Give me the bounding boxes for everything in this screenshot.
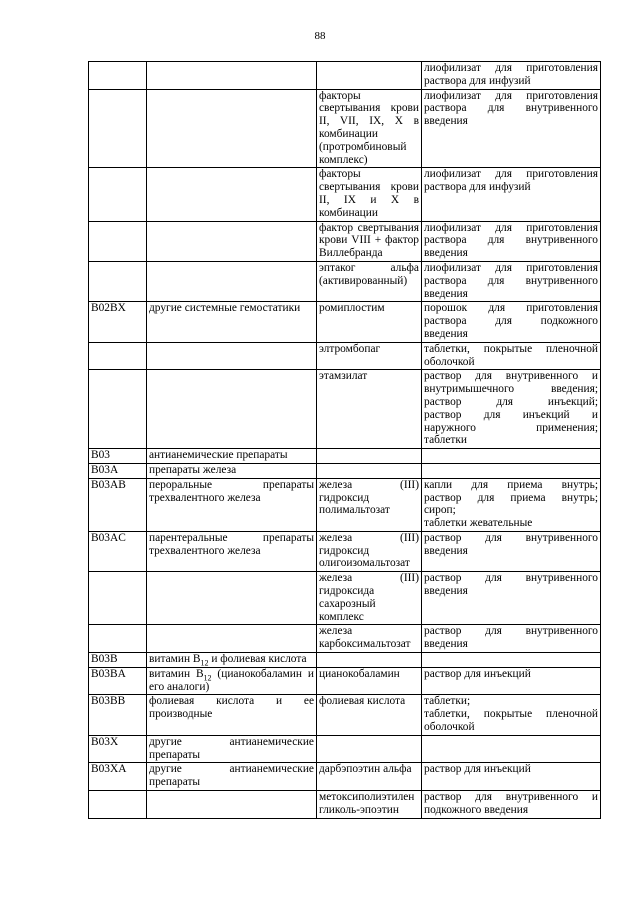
dosage-form-cell (422, 261, 601, 301)
group-cell (147, 62, 317, 90)
cell-line: (активированный) (319, 274, 408, 287)
table-row (89, 370, 601, 449)
cell-line: свертывания крови (319, 102, 419, 115)
atc-code-cell: B03 (89, 449, 147, 464)
cell-line: II, VII, IX, X в (319, 115, 419, 128)
cell-line: капли для приема внутрь; (424, 478, 598, 491)
cell-line: раствора для подкожного (424, 315, 598, 328)
dosage-form-cell (422, 695, 601, 735)
drug-name-cell (317, 653, 422, 668)
table-row (89, 695, 601, 735)
cell-line: порошок для приготовления (424, 302, 598, 315)
cell-line: комплекс (319, 610, 364, 623)
cell-line: введения (424, 638, 468, 651)
cell-line: другие антианемические (149, 763, 314, 776)
atc-code-cell (89, 572, 147, 625)
atc-code-cell (89, 62, 147, 90)
cell-line: препараты (149, 776, 201, 789)
page-number: 88 (314, 30, 326, 42)
cell-line: комбинации (319, 206, 378, 219)
table-row (89, 667, 601, 695)
group-cell (147, 791, 317, 819)
drug-name-cell (317, 261, 422, 301)
drug-name-cell: дарбэпоэтин альфа (317, 763, 422, 791)
cell-line: факторы (319, 168, 361, 181)
dosage-form-cell (422, 463, 601, 478)
cell-line: лиофилизат для приготовления (424, 261, 598, 274)
atc-code-cell: B03XA (89, 763, 147, 791)
cell-line: раствор для инъекций; (424, 395, 598, 408)
cell-line: лиофилизат для приготовления (424, 89, 598, 102)
cell-line: таблетки жевательные (424, 517, 533, 530)
cell-line: железа (319, 625, 353, 638)
table-row (89, 478, 601, 531)
cell-line: карбоксимальтозат (319, 638, 411, 651)
cell-line: гидроксид (319, 491, 370, 504)
atc-code-cell: B03BA (89, 667, 147, 695)
cell-line: сахарозный (319, 597, 376, 610)
drug-name-cell: цианокобаламин (317, 667, 422, 695)
table-row (89, 449, 601, 464)
cell-line: лиофилизат для приготовления (424, 168, 598, 181)
drug-name-cell: этамзилат (317, 370, 422, 449)
cell-line: раствора для внутривенного (424, 274, 598, 287)
drug-name-cell (317, 168, 422, 221)
group-cell (147, 221, 317, 261)
drug-name-cell (317, 478, 422, 531)
group-cell (147, 370, 317, 449)
cell-line: внутримышечного введения; (424, 383, 598, 396)
group-cell (147, 531, 317, 571)
cell-line: введения (424, 287, 468, 300)
cell-line: введения (424, 115, 468, 128)
cell-line: таблетки (424, 434, 468, 447)
table-row (89, 261, 601, 301)
cell-line: эптаког альфа (319, 261, 419, 274)
cell-line: раствор для приема внутрь; (424, 491, 598, 504)
cell-line: введения (424, 585, 468, 598)
atc-code-cell: B03B (89, 653, 147, 668)
table-row (89, 791, 601, 819)
cell-line: витамин $B_{12}$ (цианокобаламин и (149, 667, 314, 683)
cell-line: лиофилизат для приготовления (424, 62, 598, 74)
group-cell (147, 168, 317, 221)
cell-line: пероральные препараты (149, 478, 314, 491)
table-row (89, 221, 601, 261)
drug-name-cell (317, 791, 422, 819)
cell-line: метоксиполиэтилен (319, 791, 415, 804)
group-cell: антианемические препараты (147, 449, 317, 464)
dosage-form-cell (422, 302, 601, 342)
cell-line: железа (III) (319, 478, 419, 491)
cell-line: оболочкой (424, 355, 475, 368)
dosage-form-cell (422, 735, 601, 763)
cell-line: раствор для внутривенного и (424, 791, 598, 804)
table-row (89, 89, 601, 168)
atc-code-cell (89, 791, 147, 819)
group-cell: препараты железа (147, 463, 317, 478)
cell-line: таблетки, покрытые пленочной (424, 342, 598, 355)
cell-line: раствор для внутривенного и (424, 370, 598, 383)
atc-code-cell: B03BB (89, 695, 147, 735)
atc-code-cell (89, 261, 147, 301)
drug-name-cell (317, 572, 422, 625)
atc-code-cell (89, 342, 147, 370)
group-cell (147, 261, 317, 301)
table-row (89, 302, 601, 342)
cell-line: трехвалентного железа (149, 544, 261, 557)
dosage-form-cell (422, 572, 601, 625)
cell-line: раствор для инъекций и (424, 408, 598, 421)
drug-name-cell (317, 89, 422, 168)
cell-line: гидроксида (319, 585, 375, 598)
drug-name-cell (317, 625, 422, 653)
dosage-form-cell (422, 449, 601, 464)
cell-line: комбинации (319, 127, 378, 140)
cell-line: оболочкой (424, 721, 475, 734)
dosage-form-cell (422, 370, 601, 449)
dosage-form-cell: раствор для инъекций (422, 667, 601, 695)
atc-code-cell: B03X (89, 735, 147, 763)
table-body (89, 62, 601, 819)
group-cell (147, 667, 317, 695)
dosage-form-cell: раствор для инъекций (422, 763, 601, 791)
cell-line: парентеральные препараты (149, 531, 314, 544)
drug-name-cell: элтромбопаг (317, 342, 422, 370)
atc-code-cell: B03AC (89, 531, 147, 571)
group-cell (147, 478, 317, 531)
table-row (89, 625, 601, 653)
dosage-form-cell (422, 168, 601, 221)
drug-name-cell: ромиплостим (317, 302, 422, 342)
cell-line: железа (III) (319, 572, 419, 585)
cell-line: трехвалентного железа (149, 491, 261, 504)
group-cell (147, 572, 317, 625)
cell-line: сироп; (424, 504, 456, 517)
atc-code-cell: B03AB (89, 478, 147, 531)
drug-name-cell (317, 62, 422, 90)
dosage-form-cell (422, 342, 601, 370)
group-cell: другие системные гемостатики (147, 302, 317, 342)
dosage-form-cell (422, 478, 601, 531)
atc-code-cell (89, 221, 147, 261)
atc-code-cell: B03A (89, 463, 147, 478)
table-row (89, 763, 601, 791)
dosage-form-cell (422, 625, 601, 653)
dosage-form-cell (422, 653, 601, 668)
atc-code-cell (89, 370, 147, 449)
cell-line: введения (424, 247, 468, 260)
table-row (89, 653, 601, 668)
cell-line: свертывания крови (319, 181, 419, 194)
cell-line: таблетки, покрытые пленочной (424, 708, 598, 721)
cell-line: гидроксид (319, 544, 370, 557)
atc-code-cell (89, 625, 147, 653)
cell-line: раствор для внутривенного (424, 531, 598, 544)
group-cell (147, 735, 317, 763)
dosage-form-cell (422, 89, 601, 168)
dosage-form-cell (422, 221, 601, 261)
drug-name-cell (317, 463, 422, 478)
cell-line: (протромбиновый (319, 140, 407, 153)
group-cell (147, 763, 317, 791)
cell-line: факторы (319, 89, 361, 102)
cell-line: железа (III) (319, 531, 419, 544)
cell-line: препараты (149, 748, 201, 761)
group-cell: витамин $B_{12}$ и фолиевая кислота (147, 653, 317, 668)
cell-line: раствор для внутривенного (424, 625, 598, 638)
cell-line: полимальтозат (319, 504, 390, 517)
table-row (89, 62, 601, 90)
cell-line: его аналоги) (149, 680, 210, 693)
cell-line: фактор свертывания (319, 221, 419, 234)
cell-line: крови VIII + фактор (319, 234, 419, 247)
cell-line: раствора для инфузий (424, 181, 531, 194)
cell-line: II, IX и X в (319, 193, 419, 206)
cell-line: олигоизомальтозат (319, 557, 410, 570)
cell-line: подкожного введения (424, 803, 529, 816)
atc-code-cell (89, 168, 147, 221)
cell-line: гликоль-эпоэтин (319, 803, 399, 816)
cell-line: другие антианемические (149, 735, 314, 748)
dosage-form-cell (422, 62, 601, 90)
cell-line: раствора для внутривенного (424, 234, 598, 247)
table-row (89, 463, 601, 478)
cell-line: введения (424, 544, 468, 557)
drug-name-cell (317, 735, 422, 763)
drug-list-table (88, 61, 601, 819)
cell-line: раствор для внутривенного (424, 572, 598, 585)
table-row (89, 342, 601, 370)
dosage-form-cell (422, 531, 601, 571)
dosage-form-cell (422, 791, 601, 819)
group-cell (147, 89, 317, 168)
table-row (89, 735, 601, 763)
cell-line: фолиевая кислота и ее (149, 695, 314, 708)
drug-name-cell (317, 221, 422, 261)
atc-code-cell: B02BX (89, 302, 147, 342)
atc-code-cell (89, 89, 147, 168)
cell-line: Виллебранда (319, 247, 383, 260)
cell-line: введения (424, 327, 468, 340)
drug-name-cell (317, 449, 422, 464)
group-cell (147, 342, 317, 370)
cell-line: наружного применения; (424, 421, 598, 434)
group-cell (147, 695, 317, 735)
drug-name-cell (317, 531, 422, 571)
table-row (89, 572, 601, 625)
cell-line: производные (149, 708, 213, 721)
table-row (89, 531, 601, 571)
table-row (89, 168, 601, 221)
cell-line: комплекс) (319, 153, 368, 166)
cell-line: лиофилизат для приготовления (424, 221, 598, 234)
cell-line: раствора для внутривенного (424, 102, 598, 115)
cell-line: раствора для инфузий (424, 74, 531, 87)
cell-line: таблетки; (424, 695, 471, 708)
group-cell (147, 625, 317, 653)
drug-name-cell: фолиевая кислота (317, 695, 422, 735)
